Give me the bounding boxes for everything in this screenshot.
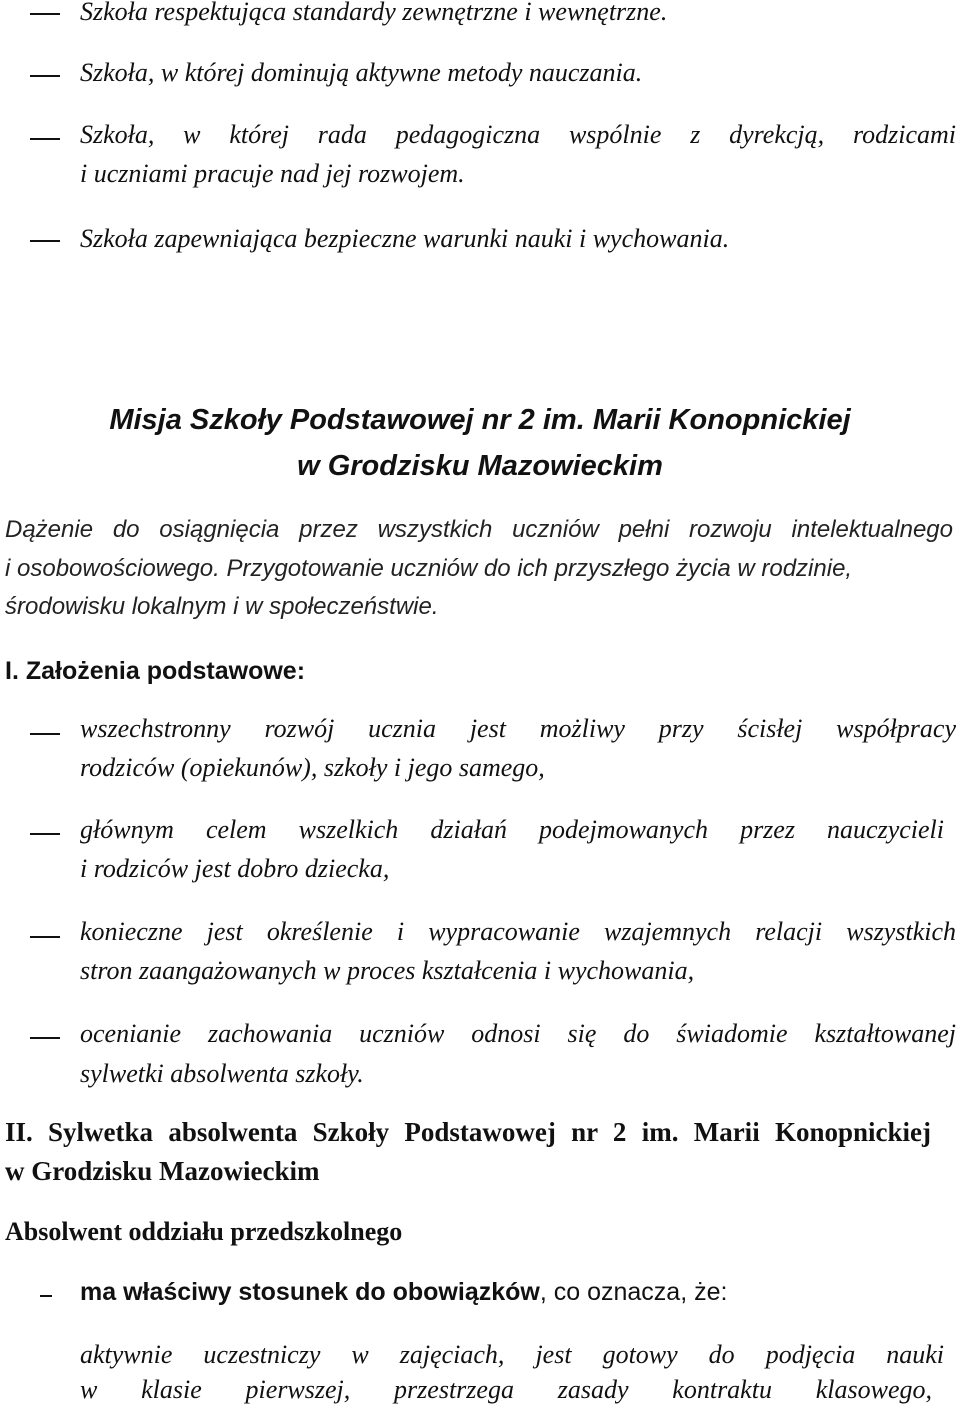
section-heading: I. Założenia podstawowe:: [5, 657, 306, 685]
point-line: [80, 1278, 727, 1307]
dash-bullet: [30, 833, 60, 835]
mission-text: środowisku lokalnym i w społeczeństwie.: [5, 593, 439, 620]
section-heading: II. Sylwetka absolwenta Szkoły Podstawowej nr 2 im. Marii Konopnickiej: [5, 1117, 931, 1147]
point-rest: , co oznacza, że:: [539, 1278, 728, 1306]
list-item-continuation: i rodziców jest dobro dziecka,: [80, 854, 390, 883]
dash-bullet: [30, 13, 60, 15]
list-item: głównym celem wszelkich działań podejmowanych przez nauczycieli: [80, 815, 944, 844]
dash-bullet: [30, 240, 60, 242]
list-item: wszechstronny rozwój ucznia jest możliwy przy ścisłej współpracy: [80, 714, 956, 743]
list-item-continuation: sylwetki absolwenta szkoły.: [80, 1059, 364, 1088]
dash-bullet: [30, 733, 60, 735]
list-item: Szkoła zapewniająca bezpieczne warunki nauki i wychowania.: [80, 224, 730, 253]
list-item-continuation: i uczniami pracuje nad jej rozwojem.: [80, 159, 465, 188]
dash-bullet: [40, 1295, 52, 1297]
dash-bullet: [30, 75, 60, 77]
mission-title-line2: w Grodzisku Mazowieckim: [297, 450, 663, 482]
list-item: Szkoła respektująca standardy zewnętrzne i wewnętrzne.: [80, 0, 668, 26]
dash-bullet: [30, 936, 60, 938]
mission-text: Dążenie do osiągnięcia przez wszystkich uczniów pełni rozwoju intelektualnego: [5, 516, 953, 543]
list-item-continuation: rodziców (opiekunów), szkoły i jego samego,: [80, 753, 545, 782]
list-item: ocenianie zachowania uczniów odnosi się do świadomie kształtowanej: [80, 1019, 956, 1048]
section-heading-line2: w Grodzisku Mazowieckim: [5, 1156, 320, 1186]
detail-line: aktywnie uczestniczy w zajęciach, jest gotowy do podjęcia nauki: [80, 1340, 944, 1369]
list-item-continuation: stron zaangażowanych w proces kształcenia i wychowania,: [80, 956, 695, 985]
list-item: Szkoła, w której dominują aktywne metody nauczania.: [80, 58, 643, 87]
list-item: Szkoła, w której rada pedagogiczna wspólnie z dyrekcją, rodzicami: [80, 120, 956, 149]
dash-bullet: [30, 1037, 60, 1039]
dash-bullet: [30, 138, 60, 140]
mission-title: Misja Szkoły Podstawowej nr 2 im. Marii Konopnickiej: [109, 404, 851, 436]
mission-text: i osobowościowego. Przygotowanie uczniów do ich przyszłego życia w rodzinie,: [5, 555, 853, 582]
point-bold: ma właściwy stosunek do obowiązków: [80, 1278, 540, 1306]
detail-line: w klasie pierwszej, przestrzega zasady kontraktu klasowego,: [80, 1375, 932, 1404]
list-item: konieczne jest określenie i wypracowanie wzajemnych relacji wszystkich: [80, 917, 956, 946]
subheading: Absolwent oddziału przedszkolnego: [5, 1217, 403, 1246]
